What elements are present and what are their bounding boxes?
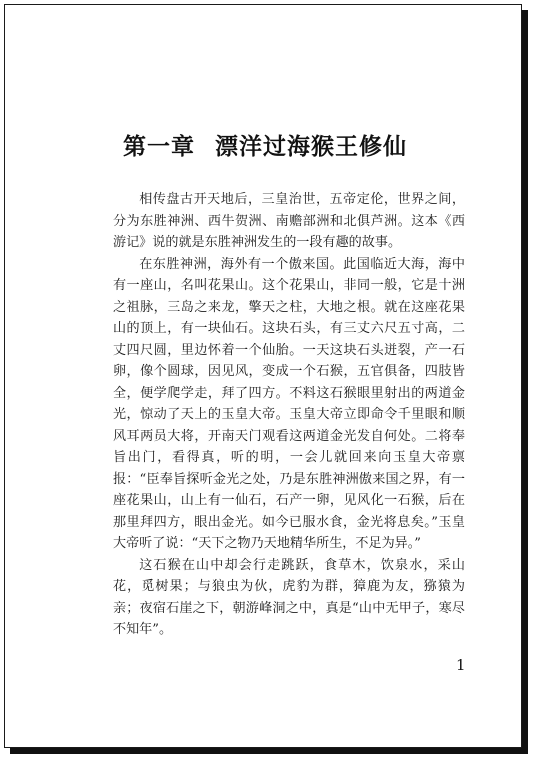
paragraph: 相传盘古开天地后，三皇治世，五帝定伦，世界之间，分为东胜神洲、西牛贺洲、南赡部洲和北俱芦洲。这本《西游记》说的就是东胜神洲发生的一段有趣的故事。	[113, 192, 465, 250]
paragraph: 这石猴在山中却会行走跳跃，食草木，饮泉水，采山花，觅树果；与狼虫为伙，虎豹为群，獐鹿为友，猕猿为亲；夜宿石崖之下，朝游峰洞之中，真是“山中无甲子，寒尽不知年”。	[113, 557, 465, 637]
chapter-title: 漂洋过海猴王修仙	[215, 133, 407, 160]
chapter-number: 第一章	[123, 133, 195, 160]
page-number: 1	[456, 656, 466, 674]
page-shadow-right	[522, 10, 528, 754]
chapter-body	[113, 189, 465, 641]
chapter-heading	[0, 128, 530, 161]
page-shadow-bottom	[10, 748, 528, 754]
paragraph: 在东胜神洲，海外有一个傲来国。此国临近大海，海中有一座山，名叫花果山。这个花果山，非同一般，它是十洲之祖脉，三岛之来龙，擎天之柱，大地之根。就在这座花果山的顶上，有一块仙石。这块石头，有三丈六尺五寸高，二丈四尺圆，里边怀着一个仙胎。一天这块石头迸裂，产一石卵，像个圆球，因见风，变成一个石猴，五官俱备，四肢皆全，便学爬学走，拜了四方。不料这石猴眼里射出的两道金光，惊动了天上的玉皇大帝。玉皇大帝立即命令千里眼和顺风耳两员大将，开南天门观看这两道金光发自何处。二将奉旨出门，看得真，听的明，一会儿就回来向玉皇大帝禀报：“臣奉旨探听金光之处，乃是东胜神洲傲来国之界，有一座花果山，山上有一仙石，石产一卵，见风化一石猴，后在那里拜四方，眼出金光。如今已服水食，金光将息矣。”玉皇大帝听了说：“天下之物乃天地精华所生，不足为异。”	[113, 256, 465, 551]
